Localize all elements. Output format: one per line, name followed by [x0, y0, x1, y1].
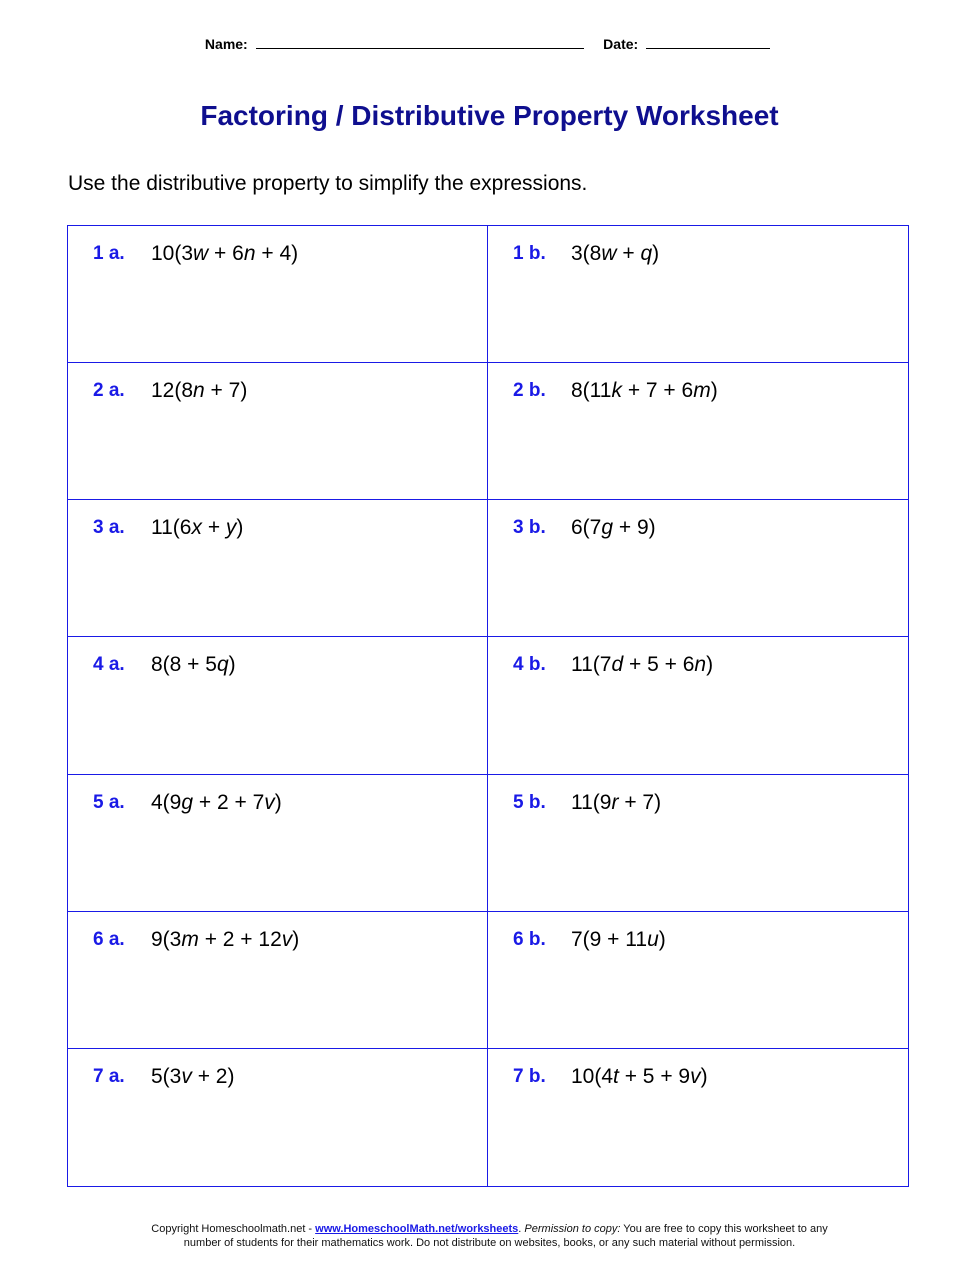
- problem-label: 3 b.: [513, 517, 546, 539]
- expression-text: ): [710, 379, 718, 403]
- footer-line-2: number of students for their mathematics work. Do not distribute on websites, books, or any such material without permission.: [183, 1237, 796, 1249]
- footer: [0, 1222, 979, 1250]
- problem-expression: [151, 791, 282, 815]
- expression-variable: g: [601, 516, 614, 540]
- expression-variable: t: [613, 1064, 619, 1088]
- problem-cell: [488, 500, 908, 637]
- expression-variable: v: [690, 1064, 701, 1088]
- expression-text: +: [201, 516, 226, 540]
- expression-text: 11(9: [571, 790, 612, 814]
- expression-text: ): [652, 242, 660, 265]
- problem-label: 7 b.: [513, 1065, 546, 1087]
- expression-variable: x: [191, 516, 202, 540]
- expression-text: + 2 + 12: [198, 927, 282, 951]
- problem-cell: [68, 500, 488, 637]
- expression-variable: k: [611, 379, 622, 403]
- expression-text: 9(3: [151, 927, 182, 951]
- expression-variable: w: [193, 242, 209, 265]
- problem-expression: [571, 516, 656, 540]
- problem-cell: [68, 226, 488, 363]
- expression-text: + 7): [618, 790, 662, 814]
- problem-cell: [488, 226, 908, 363]
- problem-label: 7 a.: [93, 1065, 125, 1087]
- expression-text: ): [228, 653, 236, 677]
- expression-variable: n: [243, 242, 256, 265]
- expression-variable: n: [694, 653, 707, 677]
- expression-text: 3(8: [571, 242, 602, 265]
- expression-text: 5(3: [151, 1064, 182, 1088]
- problem-cell: [488, 363, 908, 500]
- problem-label: 5 a.: [93, 791, 125, 813]
- expression-text: 10(4: [571, 1064, 614, 1088]
- problem-label: 1 a.: [93, 243, 125, 264]
- expression-text: 10(3: [151, 242, 194, 265]
- problem-cell: [68, 912, 488, 1049]
- problem-cell: [68, 1049, 488, 1186]
- expression-text: + 5 + 9: [618, 1064, 691, 1088]
- expression-variable: g: [181, 790, 194, 814]
- problem-expression: [151, 1065, 234, 1089]
- expression-variable: v: [264, 790, 275, 814]
- date-field[interactable]: [646, 36, 770, 49]
- problem-cell: [488, 775, 908, 912]
- expression-variable: q: [640, 242, 653, 265]
- problem-label: 6 b.: [513, 928, 546, 950]
- problem-cell: [488, 912, 908, 1049]
- expression-text: ): [658, 927, 666, 951]
- expression-text: 6(7: [571, 516, 602, 540]
- problem-label: 6 a.: [93, 928, 125, 950]
- worksheet-title: Factoring / Distributive Property Worksheet: [200, 100, 779, 131]
- expression-text: 8(11: [571, 379, 612, 403]
- header-line: [0, 36, 979, 52]
- expression-text: + 2 + 7: [193, 790, 265, 814]
- problem-expression: [571, 791, 661, 815]
- expression-text: +: [616, 242, 641, 265]
- problem-cell: [488, 637, 908, 774]
- expression-variable: q: [216, 653, 229, 677]
- footer-copyright: Copyright Homeschoolmath.net -: [151, 1223, 316, 1235]
- name-label: Name:: [204, 36, 248, 52]
- problem-expression: [151, 653, 236, 677]
- expression-text: + 9): [613, 516, 656, 540]
- problem-expression: [151, 516, 243, 540]
- problem-expression: [151, 379, 247, 403]
- instructions: Use the distributive property to simplify the expressions.: [68, 172, 588, 195]
- problem-expression: [571, 928, 666, 952]
- footer-permission-text: You are free to copy this worksheet to any: [620, 1223, 828, 1235]
- expression-text: + 7): [204, 379, 248, 403]
- expression-text: ): [236, 516, 244, 540]
- problem-cell: [488, 1049, 908, 1186]
- problem-label: 4 a.: [93, 654, 125, 676]
- problem-label: 2 b.: [513, 380, 546, 402]
- expression-text: 4(9: [151, 790, 182, 814]
- problem-label: 3 a.: [93, 517, 125, 539]
- problem-cell: [68, 363, 488, 500]
- problem-expression: [571, 379, 718, 403]
- footer-after-link: .: [518, 1223, 525, 1235]
- problem-expression: [151, 242, 298, 266]
- expression-variable: v: [281, 927, 293, 951]
- problem-expression: [571, 1065, 708, 1089]
- expression-text: ): [292, 927, 300, 951]
- problem-cell: [68, 637, 488, 774]
- problem-label: 4 b.: [513, 654, 546, 676]
- expression-variable: m: [181, 927, 199, 951]
- expression-text: 11(6: [151, 516, 192, 540]
- footer-permission-label: Permission to copy:: [524, 1223, 621, 1235]
- expression-text: + 7 + 6: [621, 379, 694, 403]
- expression-text: ): [274, 790, 282, 814]
- expression-variable: y: [225, 516, 237, 540]
- expression-variable: n: [193, 379, 205, 403]
- expression-variable: v: [181, 1064, 192, 1088]
- expression-variable: u: [647, 927, 659, 951]
- problem-expression: [571, 242, 659, 266]
- problem-cell: [68, 775, 488, 912]
- expression-text: + 2): [191, 1064, 235, 1088]
- footer-line-1: [0, 1222, 979, 1236]
- problem-label: 5 b.: [513, 791, 546, 813]
- expression-variable: m: [693, 379, 711, 403]
- expression-text: + 4): [255, 242, 299, 265]
- expression-text: + 5 + 6: [623, 653, 695, 677]
- expression-variable: d: [611, 653, 624, 677]
- footer-link[interactable]: www.HomeschoolMath.net/worksheets: [315, 1223, 519, 1235]
- expression-text: ): [706, 653, 714, 677]
- expression-text: + 6: [208, 242, 244, 265]
- expression-text: 12(8: [151, 379, 194, 403]
- name-field[interactable]: [256, 36, 584, 49]
- problem-grid: [67, 225, 909, 1187]
- expression-variable: r: [611, 790, 619, 814]
- expression-text: 7(9 + 11: [571, 927, 648, 951]
- date-label: Date:: [603, 36, 639, 52]
- expression-text: 11(7: [571, 653, 612, 677]
- problem-expression: [151, 928, 299, 952]
- expression-text: 8(8 + 5: [151, 653, 217, 677]
- expression-variable: w: [601, 242, 617, 265]
- expression-text: ): [700, 1064, 708, 1088]
- problem-expression: [571, 653, 713, 677]
- problem-label: 2 a.: [93, 380, 125, 402]
- problem-label: 1 b.: [513, 243, 546, 264]
